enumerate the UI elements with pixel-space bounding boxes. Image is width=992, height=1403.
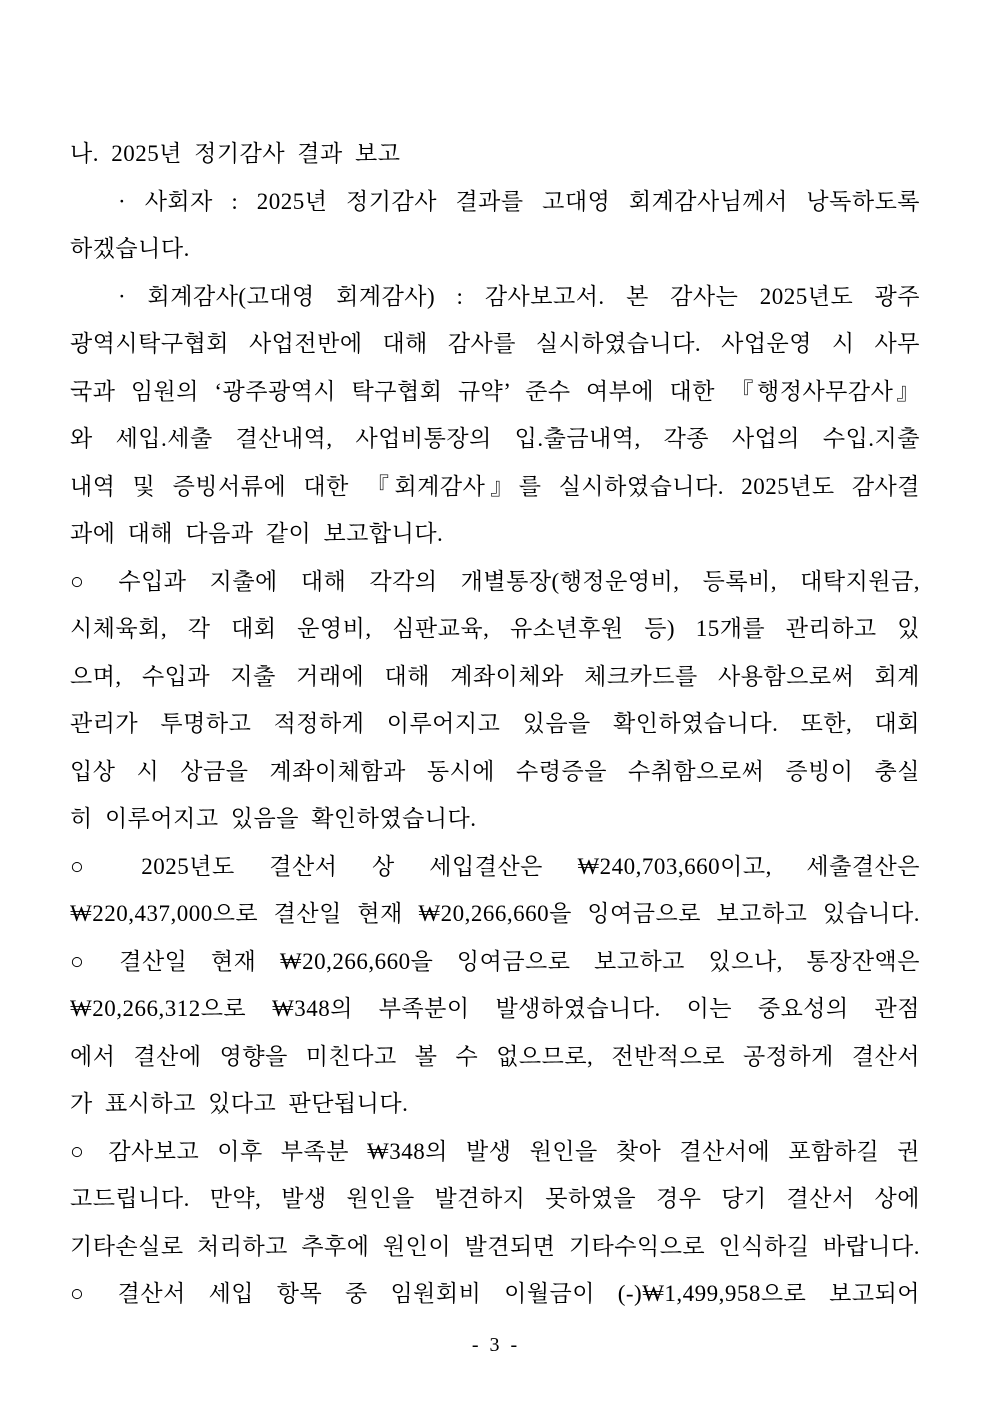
doc-line: 가 표시하고 있다고 판단됩니다. — [70, 1091, 409, 1116]
doc-line: ₩220,437,000으로 결산일 현재 ₩20,266,660을 잉여금으로 보고하고 있습니다. — [70, 901, 920, 926]
doc-line: 내역 및 증빙서류에 대한 『회계감사』를 실시하였습니다. 2025년도 감사결 — [70, 473, 920, 499]
doc-line: 시체육회, 각 대회 운영비, 심판교육, 유소년후원 등) 15개를 관리하고 있 — [70, 616, 920, 641]
doc-line: 으며, 수입과 지출 거래에 대해 계좌이체와 체크카드를 사용함으로써 회계 — [70, 663, 920, 689]
doc-line: 과에 대해 다음과 같이 보고합니다. — [70, 521, 444, 546]
doc-line: 국과 임원의 ‘광주광역시 탁구협회 규약’ 준수 여부에 대한 『행정사무감사』 — [70, 378, 920, 404]
doc-line: ○ 감사보고 이후 부족분 ₩348의 발생 원인을 찾아 결산서에 포함하길 권 — [70, 1138, 920, 1164]
doc-line: 하겠습니다. — [70, 236, 190, 261]
doc-line: 광역시탁구협회 사업전반에 대해 감사를 실시하였습니다. 사업운영 시 사무 — [70, 331, 920, 356]
document-body — [70, 130, 920, 1318]
doc-line: ○ 결산일 현재 ₩20,266,660을 잉여금으로 보고하고 있으나, 통장잔액은 — [70, 948, 920, 974]
doc-line: 입상 시 상금을 계좌이체함과 동시에 수령증을 수취함으로써 증빙이 충실 — [70, 758, 920, 784]
doc-line: 히 이루어지고 있음을 확인하였습니다. — [70, 806, 477, 831]
page-number: - 3 - — [471, 1334, 521, 1356]
doc-line: · 사회자 : 2025년 정기감사 결과를 고대영 회계감사님께서 낭독하도록 — [118, 188, 920, 214]
doc-line: 에서 결산에 영향을 미친다고 볼 수 없으므로, 전반적으로 공정하게 결산서 — [70, 1043, 920, 1069]
doc-line: 와 세입.세출 결산내역, 사업비통장의 입.출금내역, 각종 사업의 수입.지출 — [70, 426, 920, 451]
doc-line: ○ 수입과 지출에 대해 각각의 개별통장(행정운영비, 등록비, 대탁지원금, — [70, 568, 920, 594]
doc-line: 고드립니다. 만약, 발생 원인을 발견하지 못하였을 경우 당기 결산서 상에 — [70, 1186, 920, 1211]
doc-line: 기타손실로 처리하고 추후에 원인이 발견되면 기타수익으로 인식하길 바랍니다. — [70, 1233, 920, 1259]
doc-line: ○ 결산서 세입 항목 중 임원회비 이월금이 (-)₩1,499,958으로 보고되어 — [70, 1281, 920, 1306]
doc-line: ₩20,266,312으로 ₩348의 부족분이 발생하였습니다. 이는 중요성의 관점 — [70, 996, 920, 1021]
doc-line: ○ 2025년도 결산서 상 세입결산은 ₩240,703,660이고, 세출결산은 — [70, 853, 920, 879]
doc-line-heading: 나. 2025년 정기감사 결과 보고 — [70, 141, 401, 166]
doc-line: 관리가 투명하고 적정하게 이루어지고 있음을 확인하였습니다. 또한, 대회 — [70, 711, 920, 736]
doc-line: · 회계감사(고대영 회계감사) : 감사보고서. 본 감사는 2025년도 광주 — [118, 283, 920, 309]
